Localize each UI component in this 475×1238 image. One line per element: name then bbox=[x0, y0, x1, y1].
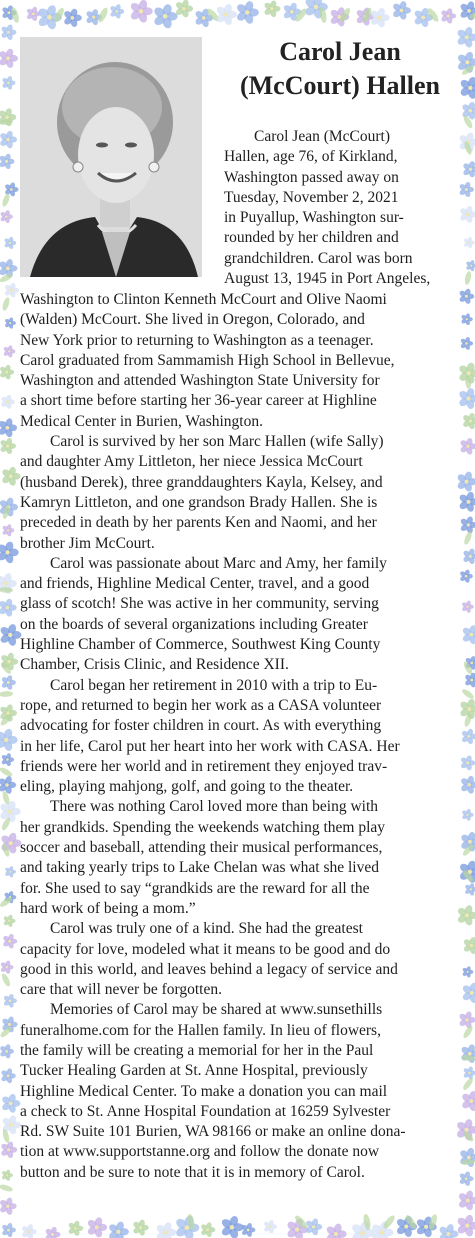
leaf-icon bbox=[0, 766, 13, 778]
leaf-icon bbox=[1, 192, 11, 207]
title-line-2: (McCourt) Hallen bbox=[239, 71, 440, 100]
flower-icon bbox=[0, 437, 16, 455]
text-line: Kamryn Littleton, and one grandson Brady Hallen. She is bbox=[20, 493, 378, 511]
text-line: her grandkids. Spending the weekends watching them play bbox=[20, 818, 386, 836]
flower-icon bbox=[155, 1221, 176, 1238]
flower-icon bbox=[21, 1223, 37, 1238]
flower-icon bbox=[440, 8, 456, 25]
text-line: brother Jim McCourt. bbox=[20, 534, 155, 552]
text-line: funeralhome.com for the Hallen family. In lieu of flowers, bbox=[20, 1021, 381, 1039]
text-line: and taking yearly trips to Lake Chelan was what she lived bbox=[20, 859, 379, 877]
text-line: glass of scotch! She was active in her community, serving bbox=[20, 595, 379, 613]
flower-icon bbox=[0, 130, 17, 149]
flower-icon bbox=[132, 1219, 149, 1236]
text-line: in Puyallup, Washington sur- bbox=[224, 209, 404, 227]
flower-icon bbox=[461, 1090, 475, 1112]
flower-icon bbox=[462, 548, 475, 565]
leaf-icon bbox=[0, 691, 13, 697]
text-line: Memories of Carol may be shared at www.sunsethills bbox=[50, 1001, 383, 1019]
text-line: Carol was passionate about Marc and Amy, her family bbox=[50, 554, 387, 572]
text-line: in her life, Carol put her heart into her work with CASA. Her bbox=[20, 737, 400, 755]
text-line: Highline Medical Center. To make a donation you can mail bbox=[20, 1082, 388, 1100]
flower-icon bbox=[1, 753, 14, 767]
flower-icon bbox=[462, 160, 475, 178]
flower-icon bbox=[67, 1220, 83, 1236]
text-line: Highline Chamber of Commerce, Southwest King County bbox=[20, 636, 381, 654]
text-line: preceded in death by her parents Ken and Naomi, and her bbox=[20, 514, 377, 532]
text-line: August 13, 1945 in Port Angeles, bbox=[224, 270, 431, 288]
text-line: care that will never be forgotten. bbox=[20, 981, 222, 999]
text-line: Chamber, Crisis Clinic, and Residence XII. bbox=[20, 656, 289, 674]
portrait-photo bbox=[20, 37, 202, 277]
leaf-icon bbox=[0, 1183, 14, 1192]
flower-icon bbox=[1, 466, 21, 487]
flower-icon bbox=[0, 800, 21, 823]
text-line: grandchildren. Carol was born bbox=[224, 249, 413, 267]
flower-icon bbox=[0, 598, 17, 618]
flower-icon bbox=[63, 8, 82, 28]
flower-icon bbox=[457, 1190, 475, 1212]
text-line: hard work of being a mom.” bbox=[20, 899, 196, 917]
text-line: advocating for foster children in court. As with everything bbox=[20, 717, 382, 735]
flower-icon bbox=[0, 728, 18, 752]
text-line: the family will be creating a memorial for her in the Paul bbox=[20, 1041, 374, 1059]
obituary-text-main bbox=[20, 290, 462, 1183]
leaf-icon bbox=[462, 1077, 475, 1092]
text-line: friends were her world and in retirement they enjoyed trav- bbox=[20, 757, 388, 775]
text-line: Carol began her retirement in 2010 with a trip to Eu- bbox=[50, 676, 378, 694]
flower-icon bbox=[152, 3, 177, 29]
flower-icon bbox=[462, 966, 474, 978]
flower-icon bbox=[3, 993, 17, 1008]
text-line: on the boards of several organizations including Greater bbox=[20, 615, 368, 633]
text-line: rope, and returned to begin her work as a CASA volunteer bbox=[20, 696, 382, 714]
flower-icon bbox=[456, 1214, 475, 1238]
flower-icon bbox=[4, 317, 16, 329]
flower-icon bbox=[108, 1221, 129, 1238]
flower-icon bbox=[241, 1222, 255, 1237]
title-line-1: Carol Jean bbox=[279, 37, 401, 66]
flower-icon bbox=[460, 1043, 475, 1063]
leaf-icon bbox=[0, 972, 11, 987]
flower-icon bbox=[461, 728, 475, 745]
flower-icon bbox=[1, 1093, 21, 1114]
text-line: a short time before starting her 36-year career at Highline bbox=[20, 392, 377, 410]
flower-icon bbox=[1, 1169, 13, 1181]
text-line: Washington passed away on bbox=[224, 168, 399, 186]
text-line: good in this world, and leaves behind a legacy of service and bbox=[20, 960, 398, 978]
flower-icon bbox=[463, 236, 475, 248]
flower-icon bbox=[4, 866, 16, 878]
flower-icon bbox=[438, 1223, 458, 1238]
flower-icon bbox=[465, 260, 475, 272]
text-line: Rd. SW Suite 101 Burien, WA 98166 or make an online dona- bbox=[20, 1123, 406, 1141]
text-line: Washington to Clinton Kenneth McCourt and Olive Naomi bbox=[20, 291, 387, 308]
flower-icon bbox=[461, 600, 474, 613]
text-line: There was nothing Carol loved more than being with bbox=[50, 798, 379, 816]
flower-icon bbox=[0, 210, 13, 224]
text-line: Tucker Healing Garden at St. Anne Hospital, previously bbox=[20, 1062, 368, 1080]
flower-icon bbox=[0, 960, 14, 974]
flower-icon bbox=[3, 914, 16, 927]
flower-icon bbox=[109, 4, 124, 20]
portrait-image bbox=[20, 37, 202, 277]
leaf-icon bbox=[464, 271, 472, 286]
leaf-icon bbox=[461, 688, 475, 701]
flower-icon bbox=[215, 3, 237, 26]
flower-icon bbox=[1, 675, 16, 691]
flower-icon bbox=[463, 1066, 475, 1080]
flower-icon bbox=[26, 6, 41, 22]
flower-icon bbox=[461, 808, 473, 821]
flower-icon bbox=[325, 1223, 347, 1238]
flower-icon bbox=[0, 153, 14, 170]
text-line: Hallen, age 76, of Kirkland, bbox=[224, 148, 398, 166]
flower-icon bbox=[458, 181, 474, 197]
text-line: Carol is survived by her son Marc Hallen (wife Sally) bbox=[50, 433, 384, 451]
text-line: tion at www.supportstanne.org and follow the donate now bbox=[20, 1143, 380, 1161]
flower-icon bbox=[0, 364, 14, 380]
flower-icon bbox=[459, 205, 475, 224]
flower-icon bbox=[0, 1141, 17, 1159]
flower-icon bbox=[461, 313, 473, 326]
text-line: button and be sure to note that it is in memory of Carol. bbox=[20, 1163, 365, 1181]
text-line: rounded by her children and bbox=[224, 229, 399, 247]
flower-icon bbox=[4, 236, 17, 249]
text-line: Medical Center in Burien, Washington. bbox=[20, 412, 263, 430]
flower-icon bbox=[464, 672, 475, 688]
obituary-text-top bbox=[224, 127, 460, 289]
flower-icon bbox=[129, 0, 153, 24]
flower-icon bbox=[0, 48, 18, 69]
obituary-title bbox=[214, 35, 466, 103]
flower-icon bbox=[263, 0, 280, 18]
flower-icon bbox=[44, 1226, 60, 1238]
flower-icon bbox=[2, 933, 17, 949]
flower-icon bbox=[461, 624, 475, 645]
text-line: Washington and attended Washington State University for bbox=[20, 372, 380, 390]
text-line: soccer and baseball, attending their musical performances, bbox=[20, 839, 383, 857]
flower-icon bbox=[1, 1222, 16, 1238]
text-line: New York prior to returning to Washington as a teenager. bbox=[20, 331, 374, 349]
flower-icon bbox=[200, 1222, 215, 1238]
flower-icon bbox=[392, 0, 411, 20]
flower-icon bbox=[0, 24, 16, 41]
flower-icon bbox=[0, 417, 17, 438]
text-line: Carol graduated from Sammamish High School in Bellevue, bbox=[20, 351, 395, 369]
flower-icon bbox=[0, 497, 18, 518]
text-line: (Walden) McCourt. She lived in Oregon, Colorado, and bbox=[20, 311, 365, 329]
text-line: capacity for love, modeled what it means to be good and do bbox=[20, 940, 391, 958]
flower-icon bbox=[0, 1044, 14, 1060]
flower-icon bbox=[235, 0, 259, 25]
flower-icon bbox=[2, 524, 15, 537]
flower-icon bbox=[0, 1197, 17, 1216]
leaf-icon bbox=[1, 1129, 10, 1144]
flower-icon bbox=[0, 394, 15, 409]
flower-icon bbox=[460, 755, 475, 771]
flower-icon bbox=[1, 75, 15, 90]
flower-icon bbox=[263, 1219, 277, 1234]
text-line: a check to St. Anne Hospital Foundation at 16259 Sylvester bbox=[20, 1102, 391, 1120]
flower-icon bbox=[174, 1215, 199, 1238]
text-line: (husband Derek), three granddaughters Kayla, Kelsey, and bbox=[20, 473, 383, 491]
flower-icon bbox=[460, 775, 475, 795]
text-line: eling, playing mahjong, golf, and going to the theater. bbox=[20, 778, 354, 796]
flower-icon bbox=[0, 1068, 16, 1084]
flower-icon bbox=[461, 982, 475, 1004]
text-line: and daughter Amy Littleton, her niece Jessica McCourt bbox=[20, 453, 363, 471]
flower-icon bbox=[3, 345, 16, 358]
text-line: Carol was truly one of a kind. She had the greatest bbox=[50, 920, 363, 938]
flower-icon bbox=[350, 1220, 374, 1238]
text-line: Carol Jean (McCourt) bbox=[254, 128, 391, 145]
flower-icon bbox=[86, 1216, 107, 1238]
text-line: for. She used to say “grandkids are the reward for all the bbox=[20, 879, 370, 897]
flower-icon bbox=[0, 775, 16, 794]
flower-icon bbox=[4, 282, 19, 298]
flower-icon bbox=[305, 1218, 322, 1236]
flower-icon bbox=[0, 541, 19, 565]
leaf-icon bbox=[1, 296, 10, 311]
flower-icon bbox=[0, 832, 21, 855]
flower-icon bbox=[220, 1215, 244, 1238]
flower-icon bbox=[463, 936, 475, 954]
text-line: Tuesday, November 2, 2021 bbox=[224, 188, 399, 206]
flower-icon bbox=[462, 412, 475, 430]
text-line: and friends, Highline Medical Center, travel, and a good bbox=[20, 575, 370, 593]
flower-icon bbox=[464, 883, 475, 897]
flower-icon bbox=[0, 623, 21, 647]
